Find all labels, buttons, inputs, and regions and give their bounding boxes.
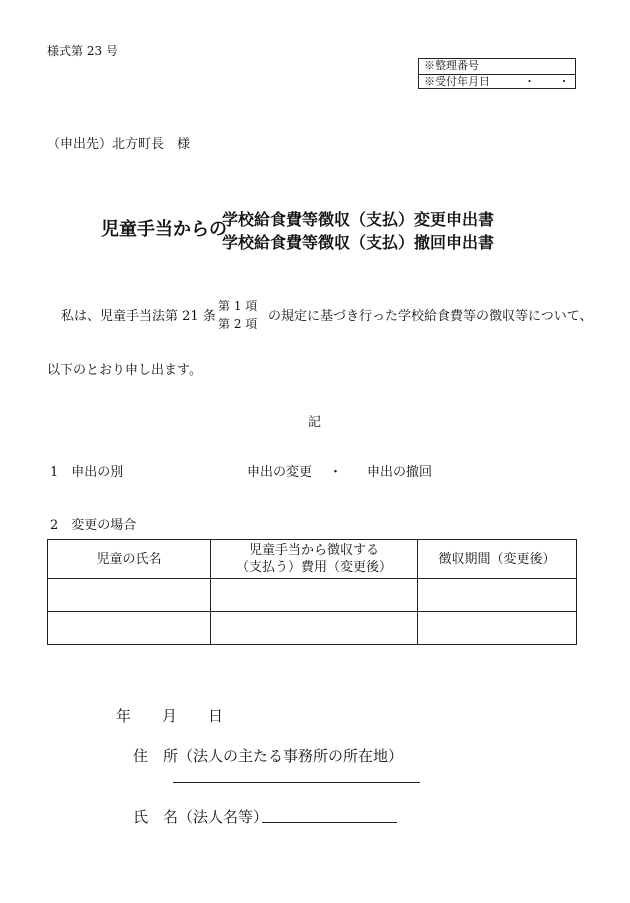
body-text-part3: 以下のとおり申し出ます。 bbox=[47, 363, 202, 378]
header-cost-line1: 児童手当から徴収する bbox=[248, 543, 379, 558]
item2-label: 2 変更の場合 bbox=[50, 518, 137, 533]
item1-label: 1 申出の別 bbox=[50, 465, 124, 480]
name-underline[interactable] bbox=[262, 822, 397, 823]
table-row bbox=[48, 579, 577, 612]
header-cost bbox=[211, 540, 418, 579]
body-text-part2: の規定に基づき行った学校給食費等の徴収等について、 bbox=[268, 309, 593, 324]
address-label: 住 所（法人の主たる事務所の所在地） bbox=[133, 747, 404, 765]
option-withdraw[interactable]: 申出の撤回 bbox=[367, 465, 433, 480]
table-row bbox=[48, 612, 577, 645]
address-underline[interactable] bbox=[173, 782, 420, 783]
form-number: 様式第 23 号 bbox=[47, 44, 118, 58]
title-change-request: 学校給食費等徴収（支払）変更申出書 bbox=[222, 210, 495, 229]
period-cell[interactable] bbox=[418, 612, 577, 645]
change-table bbox=[47, 539, 577, 645]
child-name-cell[interactable] bbox=[48, 579, 211, 612]
option-separator: ・ bbox=[329, 465, 343, 480]
table-header-row bbox=[48, 540, 577, 579]
body-text-part1: 私は、児童手当法第 21 条 bbox=[61, 309, 216, 324]
reference-number-label: ※整理番号 bbox=[424, 59, 479, 72]
header-child-name: 児童の氏名 bbox=[48, 540, 211, 579]
received-date-dots: ・ ・ bbox=[524, 75, 580, 88]
year-label: 年 bbox=[116, 707, 132, 725]
reference-number-row bbox=[419, 59, 575, 74]
clause-option-1: 第 1 項 bbox=[218, 299, 258, 313]
cost-cell[interactable] bbox=[211, 612, 418, 645]
child-name-cell[interactable] bbox=[48, 612, 211, 645]
name-label: 氏 名（法人名等） bbox=[133, 808, 269, 826]
title-withdrawal-request: 学校給食費等徴収（支払）撤回申出書 bbox=[222, 233, 495, 252]
cost-cell[interactable] bbox=[211, 579, 418, 612]
option-change[interactable]: 申出の変更 bbox=[247, 465, 313, 480]
day-label: 日 bbox=[208, 707, 224, 725]
date-line bbox=[116, 705, 223, 726]
office-use-box bbox=[418, 58, 580, 89]
header-period: 徴収期間（変更後） bbox=[418, 540, 577, 579]
received-date-label: ※受付年月日 bbox=[424, 75, 490, 88]
clause-option-2: 第 2 項 bbox=[218, 317, 258, 331]
title-prefix: 児童手当からの bbox=[101, 219, 227, 240]
period-cell[interactable] bbox=[418, 579, 577, 612]
addressee: （申出先）北方町長 様 bbox=[47, 137, 191, 152]
header-cost-line2: （支払う）費用（変更後） bbox=[235, 560, 392, 575]
month-label: 月 bbox=[162, 707, 178, 725]
received-date-row bbox=[419, 74, 580, 89]
ki-heading: 記 bbox=[308, 415, 322, 430]
